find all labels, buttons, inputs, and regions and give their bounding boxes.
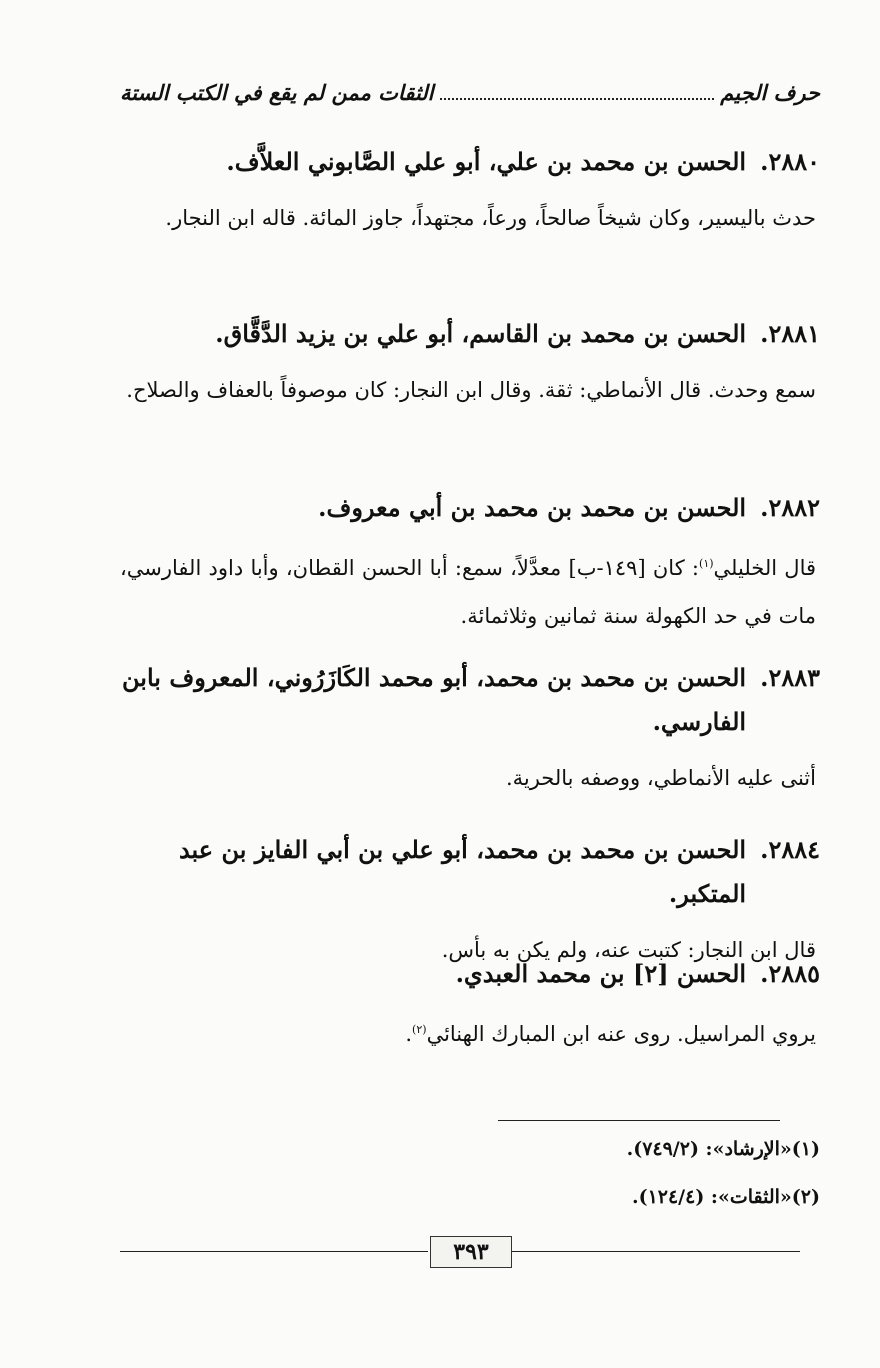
entry-number: ٢٨٨٠. — [760, 147, 820, 176]
footnote-1: (١)«الإرشاد»: (٧٤٩/٢). — [626, 1138, 820, 1160]
entry-number: ٢٨٨٣. — [760, 663, 820, 692]
entry-2882 — [120, 486, 820, 640]
entry-text — [120, 1006, 820, 1058]
entry-text-part: . — [405, 1022, 413, 1046]
footer-rule-left — [120, 1251, 428, 1252]
entry-text — [120, 540, 820, 640]
entry-text: سمع وحدث. قال الأنماطي: ثقة. وقال ابن النجار: كان موصوفاً بالعفاف والصلاح. — [126, 378, 816, 402]
entry-2881 — [120, 312, 820, 414]
entry-heading — [120, 140, 820, 184]
footnote-reference: (٢) — [412, 1023, 427, 1036]
entry-name: الحسن بن محمد بن محمد، أبو علي بن أبي الفايز بن عبد المتكبر. — [178, 835, 747, 908]
running-head-book: الثقات ممن لم يقع في الكتب الستة — [120, 80, 434, 105]
entry-text: حدث باليسير، وكان شيخاً صالحاً، ورعاً، مجتهداً، جاوز المائة. قاله ابن النجار. — [165, 206, 816, 230]
entry-heading — [120, 656, 820, 744]
footer-rule-right — [512, 1251, 800, 1252]
entry-2885 — [120, 952, 820, 1058]
page-footer — [120, 1232, 800, 1272]
entry-name: الحسن بن محمد بن محمد بن أبي معروف. — [318, 493, 747, 522]
entry-heading — [120, 828, 820, 916]
running-head — [120, 80, 820, 105]
entry-text: قال ابن النجار: كتبت عنه، ولم يكن به بأس. — [441, 938, 816, 962]
entry-number: ٢٨٨١. — [760, 319, 820, 348]
footnote-reference: (١) — [699, 557, 714, 570]
entry-text-part: : كان [١٤٩-ب] معدَّلاً، سمع: أبا الحسن القطان، وأبا داود الفارسي، مات في حد الكهولة سنة ثمانين وثلاثمائة. — [120, 556, 816, 628]
entry-heading — [120, 312, 820, 356]
entry-name: الحسن بن محمد بن محمد، أبو محمد الكَازَرُوني، المعروف بابن الفارسي. — [122, 663, 747, 736]
entry-number: ٢٨٨٥. — [760, 959, 820, 988]
entry-heading — [120, 486, 820, 530]
entry-text-part: يروي المراسيل. روى عنه ابن المبارك الهنائي — [426, 1022, 816, 1046]
entry-number: ٢٨٨٢. — [760, 493, 820, 522]
entry-name: الحسن بن محمد بن علي، أبو علي الصَّابوني العلاَّف. — [226, 147, 747, 176]
footnote-2: (٢)«الثقات»: (١٢٤/٤). — [631, 1186, 820, 1208]
entry-2880 — [120, 140, 820, 242]
running-head-dots — [440, 88, 715, 100]
entry-number: ٢٨٨٤. — [760, 835, 820, 864]
running-head-chapter: حرف الجيم — [720, 80, 820, 105]
entry-text: أثنى عليه الأنماطي، ووصفه بالحرية. — [505, 766, 816, 790]
footnote-separator — [498, 1120, 780, 1121]
entry-2883 — [120, 656, 820, 802]
entry-text-part: قال الخليلي — [713, 556, 817, 580]
entry-name: الحسن [٢] بن محمد العبدي. — [455, 959, 747, 988]
entry-name: الحسن بن محمد بن القاسم، أبو علي بن يزيد الدَّقَّاق. — [215, 319, 747, 348]
entry-heading — [120, 952, 820, 996]
page-number: ٣٩٣ — [430, 1236, 512, 1268]
